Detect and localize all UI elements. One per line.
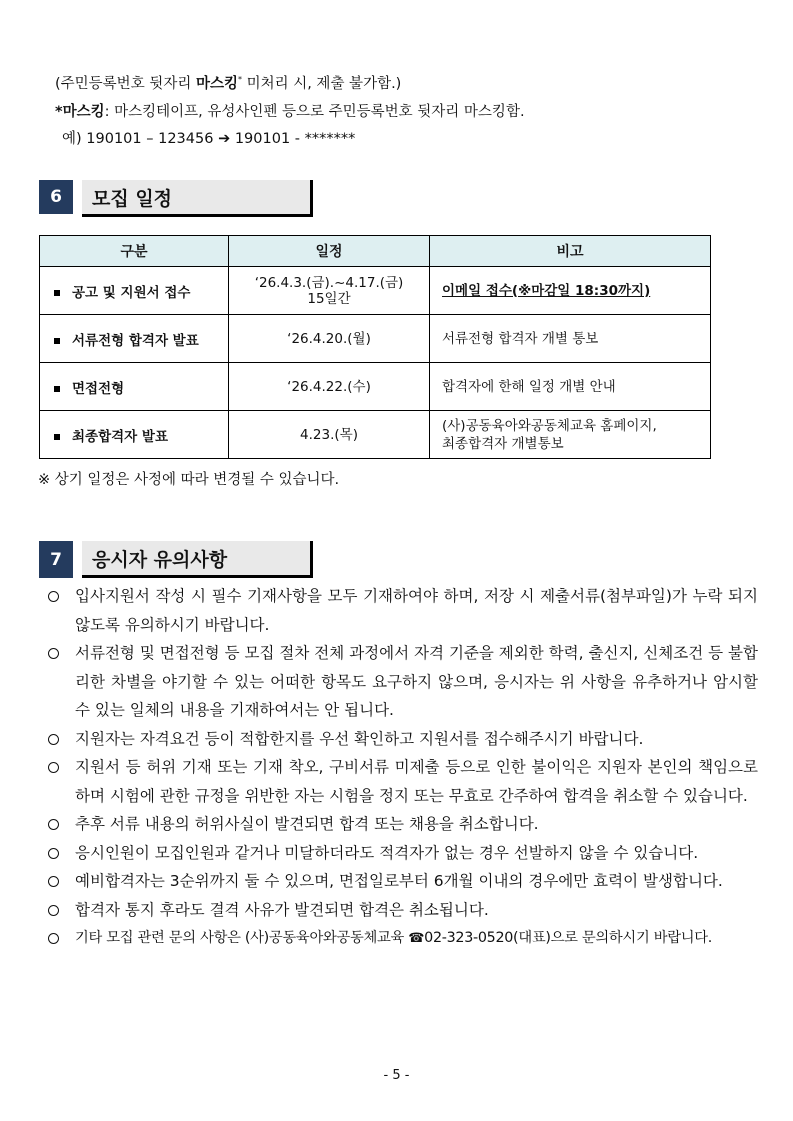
circle-bullet-icon [48, 819, 59, 830]
list-item-text: 서류전형 및 면접전형 등 모집 절차 전체 과정에서 자격 기준을 제외한 학력, 출신지, 신체조건 등 불합리한 차별을 야기할 수 있는 어떠한 항목도 요구하지 않으며, 응시자는 위 사항을 유추하거나 암시할 수 있는 일체의 내용을 기재하여서는 안 됩니다. [75, 644, 758, 719]
row-label [40, 411, 229, 459]
date-line: 4.23.(목) [300, 426, 358, 443]
list-item-text: 지원자는 자격요건 등이 적합한지를 우선 확인하고 지원서를 접수해주시기 바랍니다. [75, 729, 644, 748]
row-date [229, 411, 430, 459]
row-label-text: 공고 및 지원서 접수 [72, 284, 191, 301]
list-item-text: 추후 서류 내용의 허위사실이 발견되면 합격 또는 채용을 취소합니다. [75, 815, 539, 833]
row-date [229, 267, 430, 315]
table-header-row [40, 236, 711, 267]
list-item-text: 기타 모집 관련 문의 사항은 (사)공동육아와공동체교육 [75, 930, 409, 946]
note-text: 미처리 시, 제출 불가함.) [241, 76, 402, 92]
date-line: ‘26.4.20.(월) [287, 330, 371, 347]
header-date: 일정 [229, 236, 430, 267]
circle-bullet-icon [48, 848, 59, 859]
schedule-table [39, 235, 711, 459]
row-date [229, 315, 430, 363]
row-date [229, 363, 430, 411]
phone-icon: ☎ [408, 931, 425, 946]
note-bold: *마스킹 [55, 104, 105, 120]
circle-bullet-icon [48, 762, 59, 773]
section-7-title: 응시자 유의사항 [82, 541, 313, 578]
circle-bullet-icon [48, 591, 59, 602]
table-row [40, 315, 711, 363]
list-item-text: 입사지원서 작성 시 필수 기재사항을 모두 기재하여야 하며, 저장 시 제출서류(첨부파일)가 누락 되지 않도록 유의하시기 바랍니다. [75, 587, 758, 634]
list-item-text: 응시인원이 모집인원과 같거나 미달하더라도 적격자가 없는 경우 선발하지 않을 수 있습니다. [75, 843, 699, 862]
circle-bullet-icon [48, 933, 59, 944]
circle-bullet-icon [48, 648, 59, 659]
list-item [48, 725, 758, 754]
masking-definition-line [55, 100, 525, 121]
list-item [48, 867, 758, 896]
list-item-text: 지원서 등 허위 기재 또는 기재 착오, 구비서류 미제출 등으로 인한 불이익은 지원자 본인의 책임으로 하며 시험에 관한 규정을 위반한 자는 시험을 정지 또는 무효로 간주하여 합격을 취소할 수 있습니다. [75, 758, 758, 805]
table-row [40, 363, 711, 411]
row-remark [430, 411, 711, 459]
table-row [40, 267, 711, 315]
circle-bullet-icon [48, 905, 59, 916]
row-label [40, 363, 229, 411]
list-item [48, 639, 758, 725]
list-item [48, 753, 758, 810]
circle-bullet-icon [48, 876, 59, 887]
list-item [48, 839, 758, 868]
remark-line: (사)공동육아와공동체교육 홈페이지, [442, 417, 657, 434]
square-bullet-icon [54, 386, 60, 392]
applicant-notice-list [48, 582, 758, 954]
schedule-footnote: ※ 상기 일정은 사정에 따라 변경될 수 있습니다. [38, 472, 340, 488]
row-label-text: 최종합격자 발표 [72, 428, 168, 445]
note-text: : 마스킹테이프, 유성사인펜 등으로 주민등록번호 뒷자리 마스킹함. [104, 104, 525, 120]
note-text: (주민등록번호 뒷자리 [55, 76, 196, 92]
date-line: 15일간 [307, 290, 351, 307]
note-bold: 마스킹 [195, 76, 238, 92]
note-sup: * [237, 75, 242, 85]
note-text: 예) 190101 – 123456 [62, 131, 219, 147]
list-item [48, 582, 758, 639]
list-item [48, 896, 758, 925]
page-number: - 5 - [383, 1068, 410, 1083]
row-remark: 합격자에 한해 일정 개별 안내 [430, 363, 711, 411]
row-remark: 서류전형 합격자 개별 통보 [430, 315, 711, 363]
remark-line: 최종합격자 개별통보 [442, 435, 564, 452]
row-label [40, 315, 229, 363]
header-category: 구분 [40, 236, 229, 267]
note-text: 190101 - ******* [230, 131, 356, 147]
date-line: ‘26.4.22.(수) [287, 378, 371, 395]
list-item [48, 810, 758, 839]
masking-note-line [55, 72, 401, 93]
square-bullet-icon [54, 290, 60, 296]
section-6-number: 6 [39, 180, 73, 214]
date-line: ‘26.4.3.(금).~4.17.(금) [254, 274, 404, 291]
phone-number-text: 02-323-0520(대표)으로 문의하시기 바랍니다. [424, 930, 712, 946]
arrow-right-icon: ➔ [218, 131, 231, 147]
remark-email-deadline: 이메일 접수(※마감일 18:30까지) [442, 282, 651, 299]
section-6-title: 모집 일정 [82, 180, 313, 217]
square-bullet-icon [54, 434, 60, 440]
row-label-text: 면접전형 [72, 380, 125, 397]
row-remark [430, 267, 711, 315]
table-row [40, 411, 711, 459]
row-label-text: 서류전형 합격자 발표 [72, 332, 199, 349]
list-item-text: 합격자 통지 후라도 결격 사유가 발견되면 합격은 취소됩니다. [75, 900, 489, 919]
circle-bullet-icon [48, 734, 59, 745]
list-item-contact [48, 924, 758, 954]
row-label [40, 267, 229, 315]
section-7-number: 7 [39, 541, 73, 578]
header-remark: 비고 [430, 236, 711, 267]
masking-example-line [62, 127, 355, 148]
square-bullet-icon [54, 338, 60, 344]
list-item-text: 예비합격자는 3순위까지 둘 수 있으며, 면접일로부터 6개월 이내의 경우에만 효력이 발생합니다. [75, 872, 723, 890]
